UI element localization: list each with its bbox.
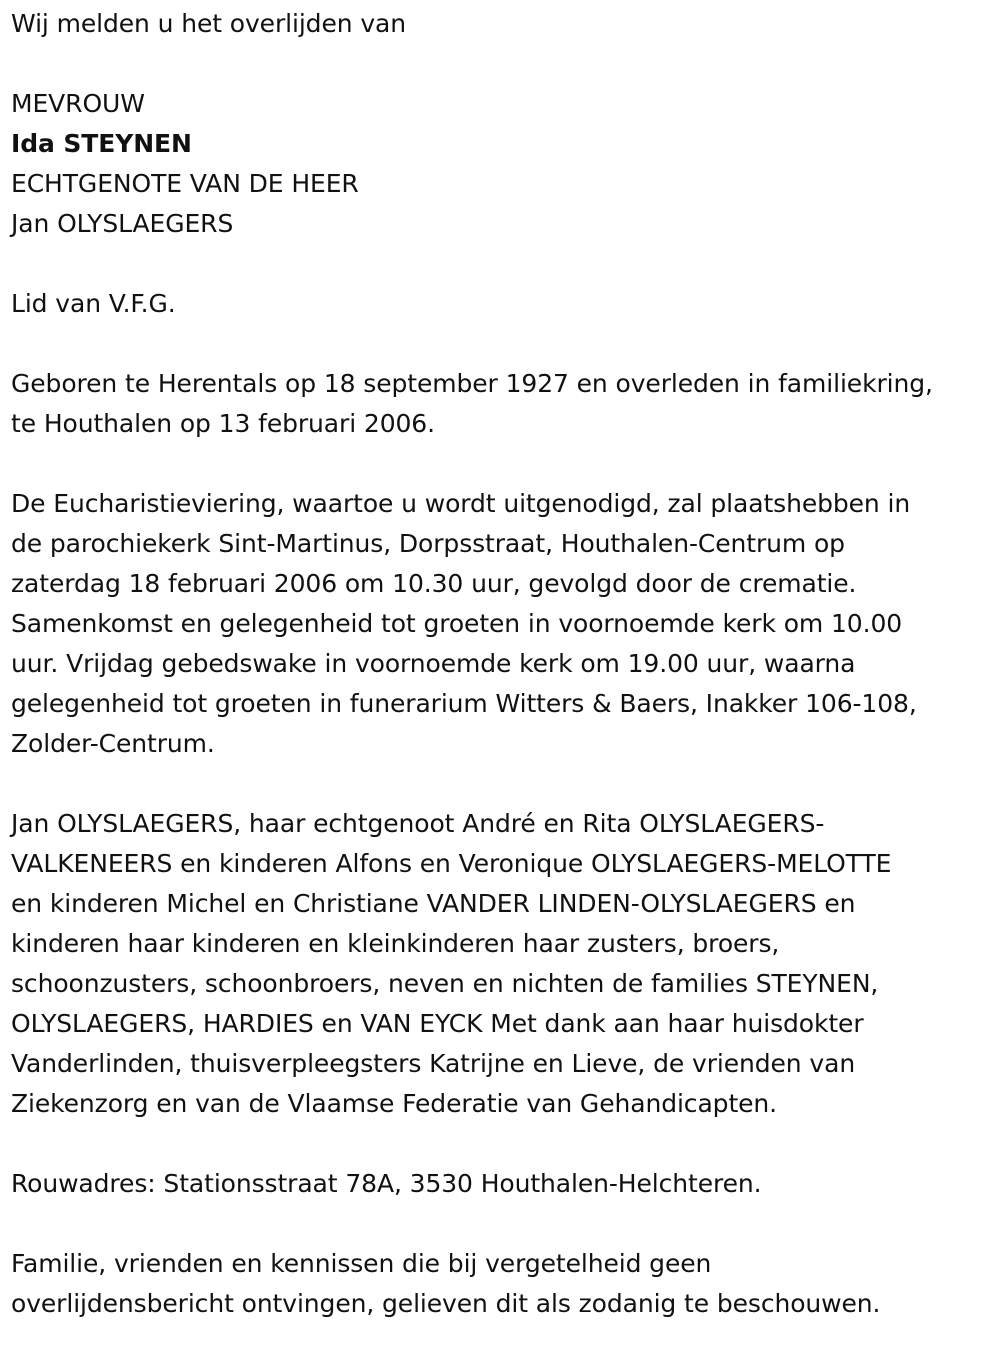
spacer	[11, 44, 996, 84]
paragraph-line: schoonzusters, schoonbroers, neven en nichten de families STEYNEN,	[11, 969, 879, 998]
spacer	[11, 324, 996, 364]
spacer	[11, 1124, 996, 1164]
spouse-name: Jan OLYSLAEGERS	[11, 209, 234, 238]
intro-line: Wij melden u het overlijden van	[11, 9, 406, 38]
paragraph-line: uur. Vrijdag gebedswake in voornoemde kerk om 19.00 uur, waarna	[11, 649, 856, 678]
spacer	[11, 244, 996, 284]
spouse-relation: ECHTGENOTE VAN DE HEER	[11, 169, 359, 198]
paragraph-line: de parochiekerk Sint-Martinus, Dorpsstraat, Houthalen-Centrum op	[11, 529, 845, 558]
paragraph-line: en kinderen Michel en Christiane VANDER LINDEN-OLYSLAEGERS en	[11, 889, 856, 918]
spacer	[11, 1204, 996, 1244]
paragraph-line: Jan OLYSLAEGERS, haar echtgenoot André en Rita OLYSLAEGERS-	[11, 809, 825, 838]
family-paragraph	[11, 804, 996, 1124]
paragraph-line: De Eucharistieviering, waartoe u wordt uitgenodigd, zal plaatshebben in	[11, 489, 911, 518]
paragraph-line: Samenkomst en gelegenheid tot groeten in voornoemde kerk om 10.00	[11, 609, 903, 638]
paragraph-line: kinderen haar kinderen en kleinkinderen haar zusters, broers,	[11, 929, 780, 958]
paragraph-line: Ziekenzorg en van de Vlaamse Federatie van Gehandicapten.	[11, 1089, 778, 1118]
paragraph-line: zaterdag 18 februari 2006 om 10.30 uur, gevolgd door de crematie.	[11, 569, 857, 598]
paragraph-line: overlijdensbericht ontvingen, gelieven dit als zodanig te beschouwen.	[11, 1289, 881, 1318]
mourning-address: Rouwadres: Stationsstraat 78A, 3530 Houthalen-Helchteren.	[11, 1169, 762, 1198]
paragraph-line: VALKENEERS en kinderen Alfons en Veronique OLYSLAEGERS-MELOTTE	[11, 849, 892, 878]
paragraph-line: Familie, vrienden en kennissen die bij vergetelheid geen	[11, 1249, 712, 1278]
paragraph-line: Zolder-Centrum.	[11, 729, 215, 758]
spacer	[11, 444, 996, 484]
paragraph-line: OLYSLAEGERS, HARDIES en VAN EYCK Met dank aan haar huisdokter	[11, 1009, 864, 1038]
obituary-text	[11, 0, 996, 1324]
birth-death-paragraph	[11, 364, 996, 444]
deceased-name: Ida STEYNEN	[11, 129, 192, 158]
ceremony-paragraph	[11, 484, 996, 764]
deceased-title: MEVROUW	[11, 89, 145, 118]
paragraph-line: gelegenheid tot groeten in funerarium Witters & Baers, Inakker 106-108,	[11, 689, 917, 718]
closing-paragraph	[11, 1244, 996, 1324]
paragraph-line: Vanderlinden, thuisverpleegsters Katrijne en Lieve, de vrienden van	[11, 1049, 856, 1078]
spacer	[11, 764, 996, 804]
paragraph-line: Geboren te Herentals op 18 september 1927 en overleden in familiekring,	[11, 369, 933, 398]
membership-line: Lid van V.F.G.	[11, 289, 176, 318]
paragraph-line: te Houthalen op 13 februari 2006.	[11, 409, 435, 438]
